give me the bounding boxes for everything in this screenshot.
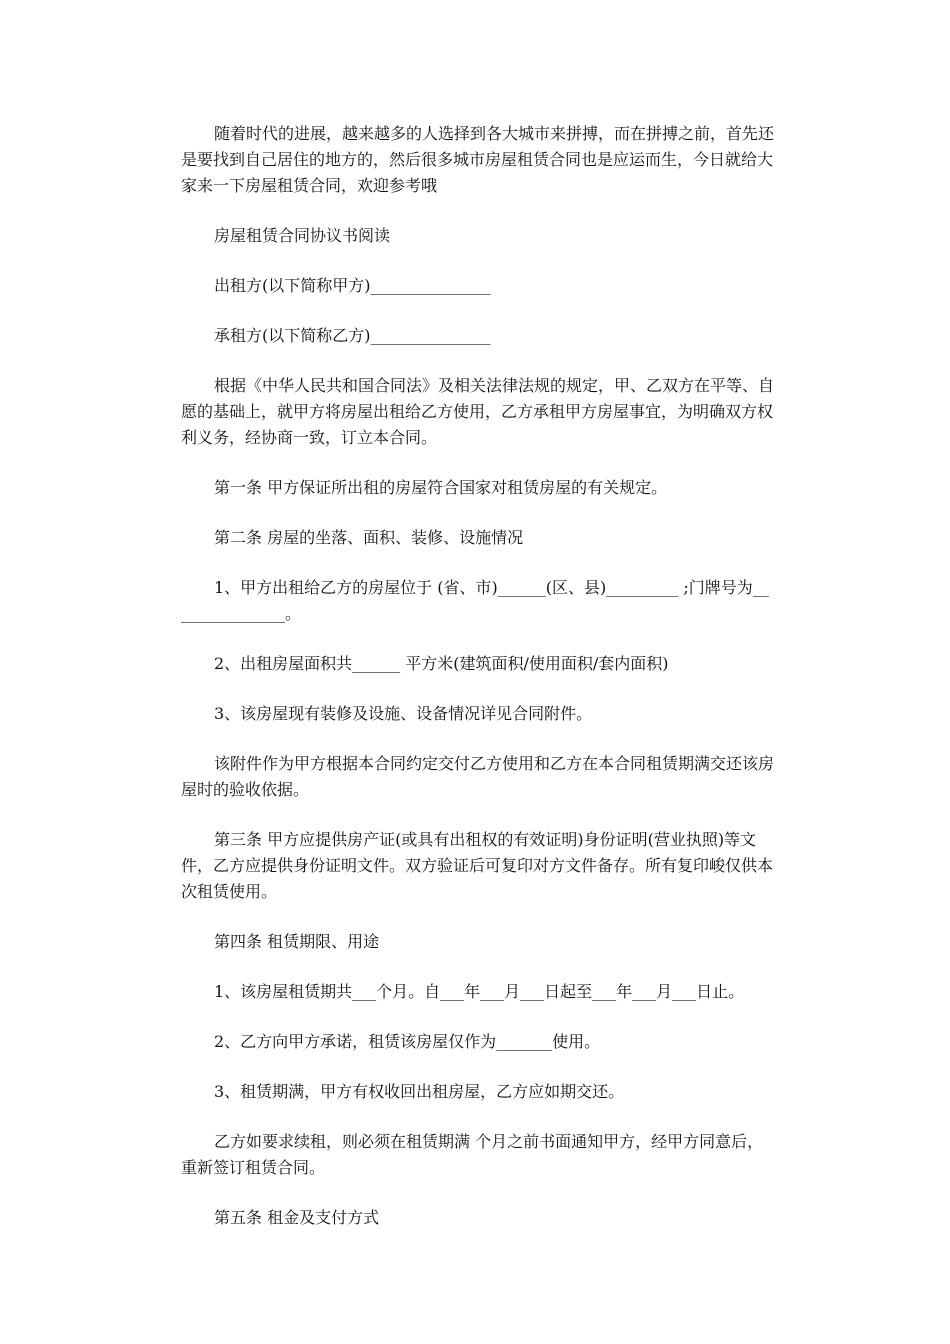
- lessee-line: 承租方(以下简称乙方)_______________: [214, 326, 491, 345]
- article-4-item-1: 1、该房屋租赁期共___个月。自___年___月___日起至___年___月___日止。: [214, 982, 745, 1001]
- article-4-item-3: 3、租赁期满，甲方有权收回出租房屋，乙方应如期交还。: [214, 1082, 625, 1101]
- article-1: 第一条 甲方保证所出租的房屋符合国家对租赁房屋的有关规定。: [214, 478, 668, 497]
- article-4-heading: 第四条 租赁期限、用途: [214, 932, 380, 951]
- lessor-line: 出租方(以下简称甲方)_______________: [214, 276, 491, 295]
- article-4-item-2: 2、乙方向甲方承诺，租赁该房屋仅作为_______使用。: [214, 1032, 601, 1051]
- article-2-item-2: 2、出租房屋面积共______ 平方米(建筑面积/使用面积/套内面积): [214, 654, 669, 673]
- article-2-heading: 第二条 房屋的坐落、面积、装修、设施情况: [214, 528, 524, 547]
- document-body: [181, 121, 775, 1255]
- attachment-note: 该附件作为甲方根据本合同约定交付乙方使用和乙方在本合同租赁期满交还该房屋时的验收依据。: [181, 754, 775, 799]
- document-title: 房屋租赁合同协议书阅读: [214, 226, 391, 245]
- intro-paragraph: 随着时代的进展，越来越多的人选择到各大城市来拼搏，而在拼搏之前，首先还是要找到自己居住的地方的，然后很多城市房屋租赁合同也是应运而生，今日就给大家来一下房屋租赁合同，欢迎参考哦: [181, 124, 775, 195]
- preamble-paragraph: 根据《中华人民共和国合同法》及相关法律法规的规定，甲、乙双方在平等、自愿的基础上，就甲方将房屋出租给乙方使用，乙方承租甲方房屋事宜，为明确双方权利义务，经协商一致，订立本合同。: [181, 376, 775, 447]
- article-2-item-3: 3、该房屋现有装修及设施、设备情况详见合同附件。: [214, 704, 593, 723]
- article-2-item-1: 1、甲方出租给乙方的房屋位于 (省、市)______(区、县)_________ ;门牌号为_______________。: [181, 578, 769, 623]
- renewal-paragraph: 乙方如要求续租，则必须在租赁期满 个月之前书面通知甲方，经甲方同意后，重新签订租赁合同。: [181, 1132, 764, 1177]
- article-5-heading: 第五条 租金及支付方式: [214, 1208, 380, 1227]
- article-3: 第三条 甲方应提供房产证(或具有出租权的有效证明)身份证明(营业执照)等文件，乙方应提供身份证明文件。双方验证后可复印对方文件备存。所有复印峻仅供本次租赁使用。: [181, 830, 774, 901]
